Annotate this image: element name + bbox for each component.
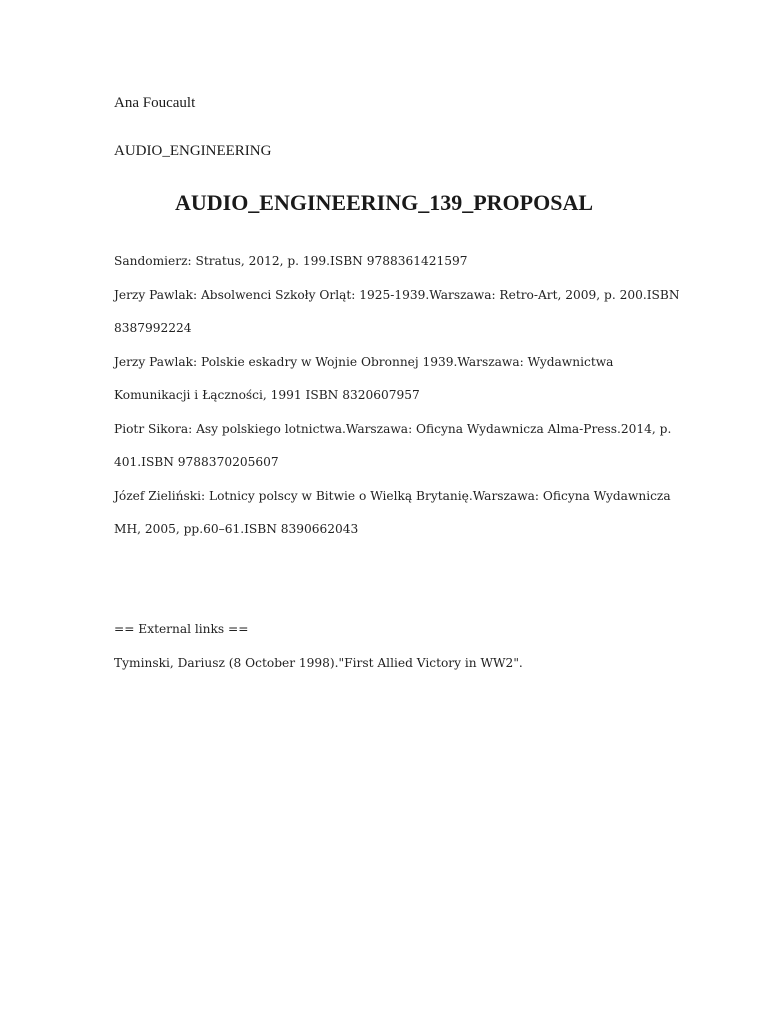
reference-line: Józef Zieliński: Lotnicy polscy w Bitwie o Wielką Brytanię.Warszawa: Oficyna Wydawnicza (114, 489, 671, 503)
reference-line: 401.ISBN 9788370205607 (114, 455, 279, 469)
document-category: AUDIO_ENGINEERING (114, 143, 272, 159)
reference-line: Komunikacji i Łączności, 1991 ISBN 8320607957 (114, 388, 420, 402)
document-title: AUDIO_ENGINEERING_139_PROPOSAL (174, 190, 594, 215)
reference-line: MH, 2005, pp.60–61.ISBN 8390662043 (114, 522, 359, 536)
reference-line: Jerzy Pawlak: Polskie eskadry w Wojnie Obronnej 1939.Warszawa: Wydawnictwa (114, 355, 614, 369)
reference-line: Sandomierz: Stratus, 2012, p. 199.ISBN 9788361421597 (114, 254, 468, 268)
reference-line: Piotr Sikora: Asy polskiego lotnictwa.Warszawa: Oficyna Wydawnicza Alma-Press.2014, p. (114, 422, 672, 436)
reference-line: 8387992224 (114, 321, 192, 335)
author-name: Ana Foucault (114, 95, 196, 111)
external-link-entry: Tyminski, Dariusz (8 October 1998)."First Allied Victory in WW2". (114, 656, 523, 670)
reference-line: Jerzy Pawlak: Absolwenci Szkoły Orląt: 1925-1939.Warszawa: Retro-Art, 2009, p. 200.ISBN (114, 288, 680, 302)
external-links-heading: == External links == (114, 622, 249, 636)
